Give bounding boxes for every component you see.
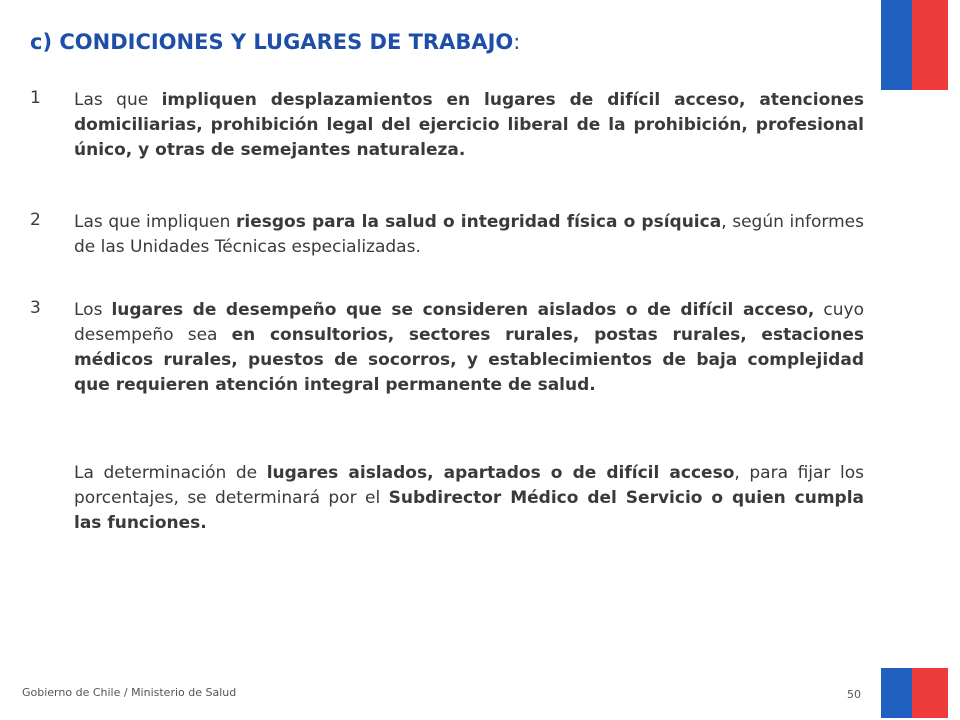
text-segment: Los bbox=[74, 300, 112, 320]
item-number: 2 bbox=[30, 210, 41, 230]
text-segment: Las que impliquen bbox=[74, 212, 237, 232]
bold-text-segment: Subdirector Médico del Servicio o quien cumpla las funciones. bbox=[74, 488, 865, 533]
extra-paragraph bbox=[30, 461, 864, 536]
text-segment: , para fijar los porcentajes, se determinará por el bbox=[74, 463, 864, 508]
text-segment: La determinación de bbox=[74, 463, 267, 483]
flag-blue-stripe bbox=[881, 0, 912, 90]
text-segment: Las que bbox=[74, 90, 162, 110]
bold-text-segment: impliquen desplazamientos en lugares de difícil acceso, atenciones domiciliarias, prohibición legal del ejercicio liberal de la prohibición, profesional único, y otras de semejantes naturaleza. bbox=[74, 90, 865, 160]
paragraph-text bbox=[74, 461, 864, 536]
item-text bbox=[74, 88, 864, 163]
flag-red-stripe bbox=[912, 668, 948, 718]
bold-text-segment: riesgos para la salud o integridad física o psíquica bbox=[236, 212, 722, 232]
flag-blue-stripe bbox=[881, 668, 912, 718]
text-segment: cuyo desempeño sea bbox=[74, 300, 864, 345]
list-item-3 bbox=[30, 298, 864, 398]
flag-logo-top bbox=[881, 0, 948, 90]
item-number: 3 bbox=[30, 298, 41, 318]
text-segment: , según informes de las Unidades Técnicas especializadas. bbox=[74, 212, 864, 257]
flag-logo-bottom bbox=[881, 668, 948, 718]
list-item-1 bbox=[30, 88, 864, 163]
bold-text-segment: en consultorios, sectores rurales, postas rurales, estaciones médicos rurales, puestos de socorros, y establecimientos de baja complejidad que requieren atención integral permanente de salud. bbox=[74, 325, 865, 395]
title-text: c) CONDICIONES Y LUGARES DE TRABAJO bbox=[30, 30, 514, 54]
bold-text-segment: lugares de desempeño que se consideren aislados o de difícil acceso, bbox=[111, 300, 815, 320]
list-item-2 bbox=[30, 210, 864, 260]
title-colon: : bbox=[513, 30, 521, 54]
item-text bbox=[74, 210, 864, 260]
bold-text-segment: lugares aislados, apartados o de difícil acceso bbox=[266, 463, 735, 483]
page-title bbox=[30, 30, 520, 54]
flag-red-stripe bbox=[912, 0, 948, 90]
footer-organization: Gobierno de Chile / Ministerio de Salud bbox=[22, 686, 237, 699]
item-text bbox=[74, 298, 864, 398]
page-number: 50 bbox=[847, 688, 861, 701]
item-number: 1 bbox=[30, 88, 41, 108]
